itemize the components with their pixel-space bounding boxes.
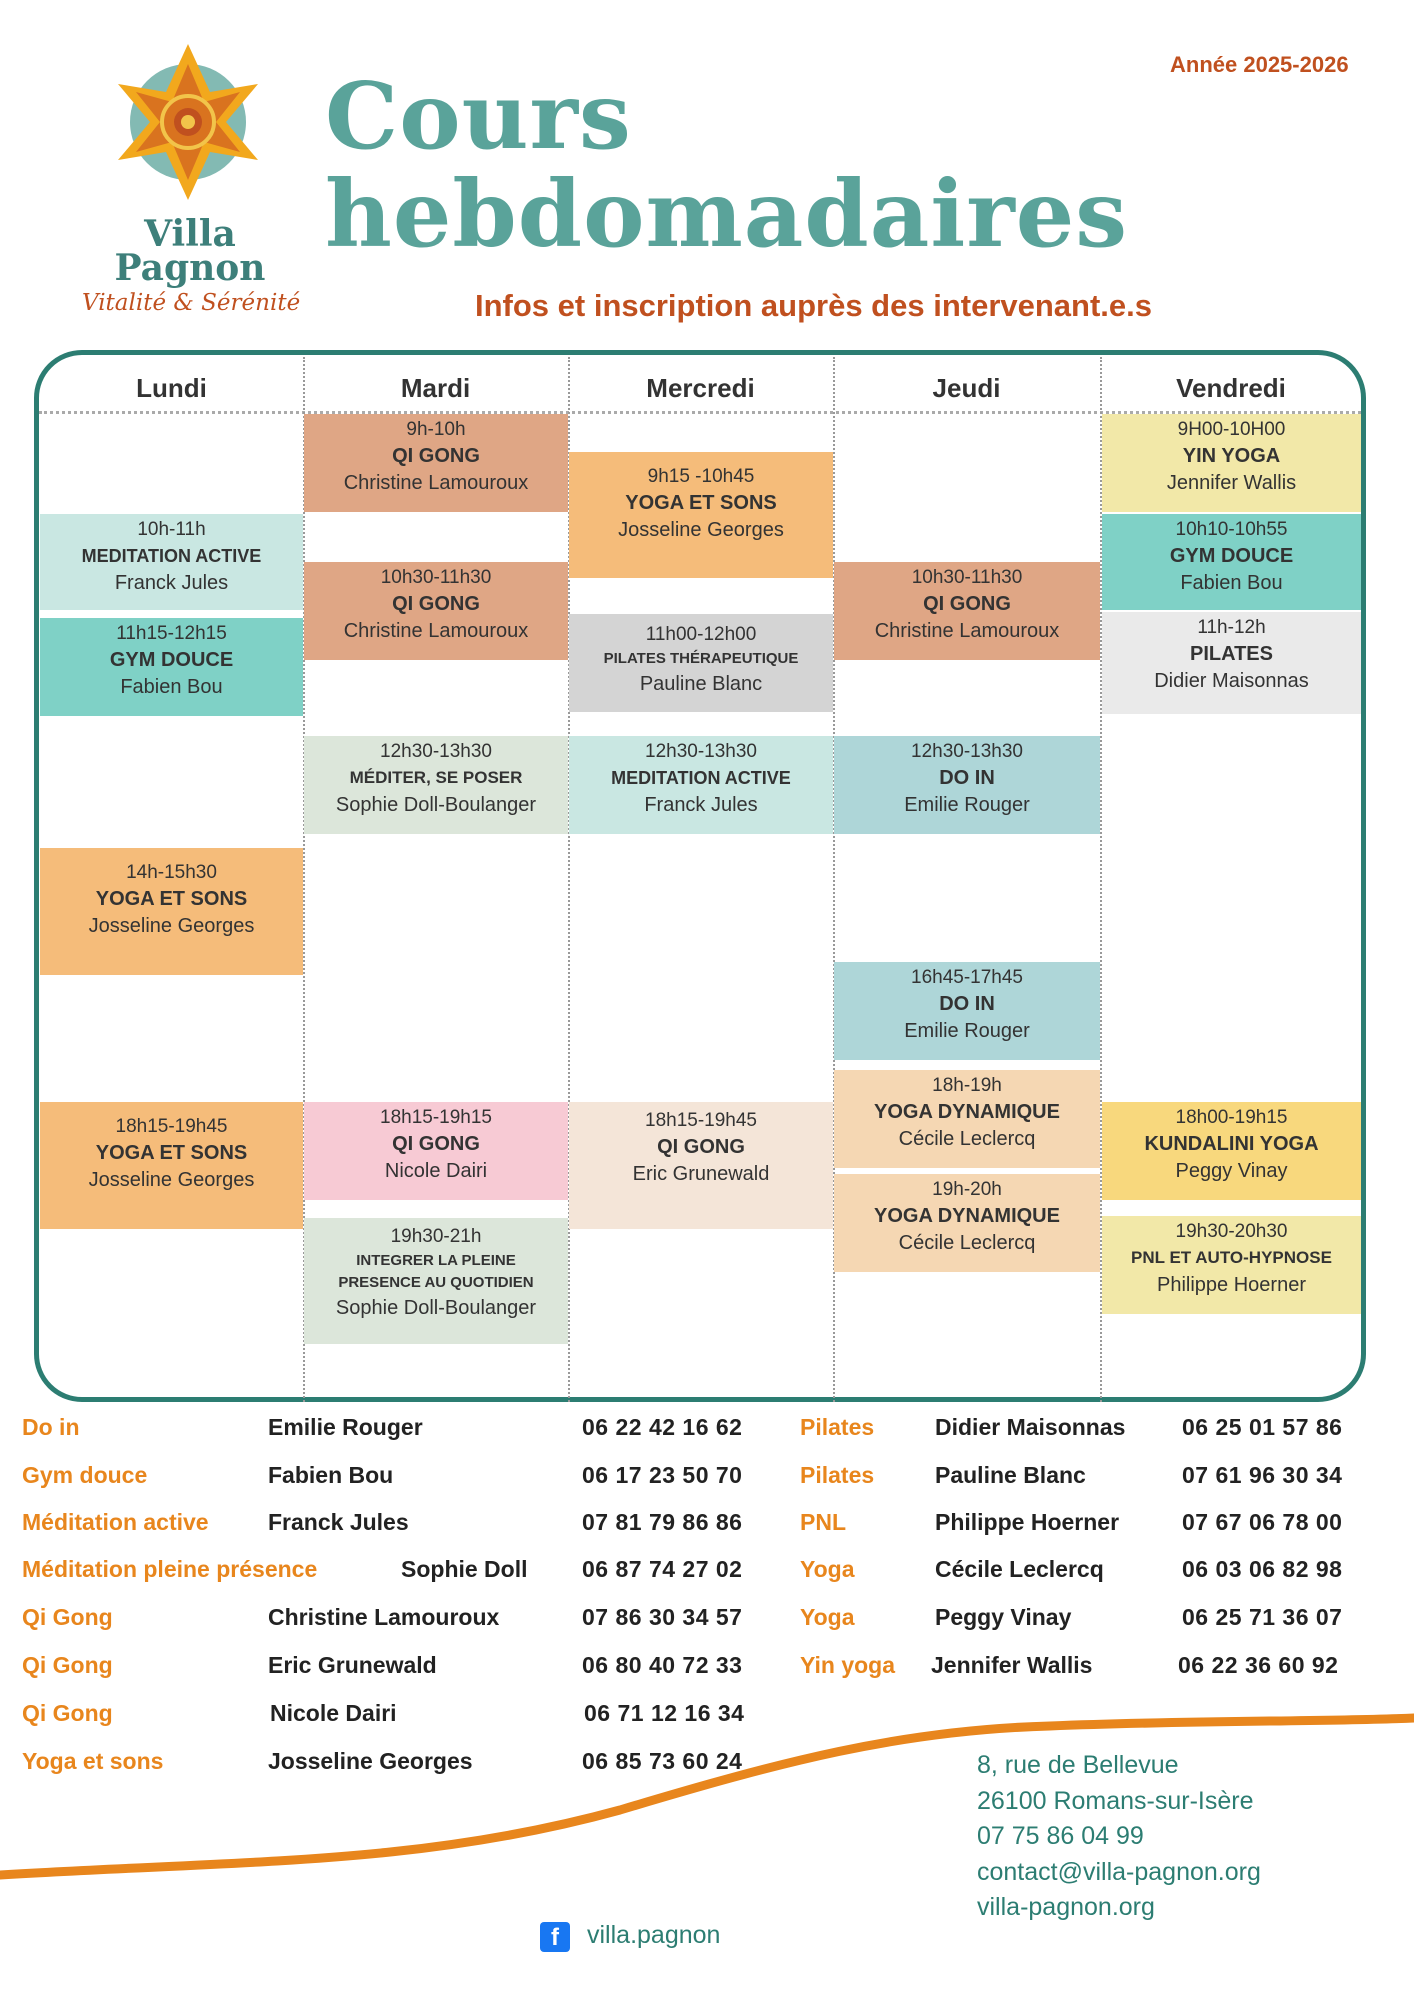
address-block <box>977 1748 1261 1926</box>
class-name: MEDITATION ACTIVE <box>81 546 262 566</box>
class-block[interactable] <box>834 962 1100 1060</box>
class-name: YOGA DYNAMIQUE <box>874 1101 1060 1123</box>
class-teacher: Eric Grunewald <box>632 1163 770 1185</box>
contact-activity: Yin yoga <box>800 1652 895 1678</box>
class-name: YOGA ET SONS <box>625 492 777 514</box>
class-time: 18h15-19h45 <box>115 1116 228 1137</box>
contact-activity: Qi Gong <box>22 1700 113 1726</box>
contact-phone[interactable]: 06 22 36 60 92 <box>1178 1652 1339 1678</box>
contact-name: Franck Jules <box>268 1509 409 1535</box>
contact-name: Emilie Rouger <box>268 1414 423 1440</box>
class-name: GYM DOUCE <box>109 649 234 671</box>
class-name: YOGA DYNAMIQUE <box>874 1205 1060 1227</box>
class-time: 12h30-13h30 <box>380 741 492 762</box>
class-time: 19h30-20h30 <box>1175 1221 1288 1242</box>
class-teacher: Josseline Georges <box>618 519 784 541</box>
contact-phone[interactable]: 07 81 79 86 86 <box>582 1509 743 1535</box>
class-teacher: Emilie Rouger <box>904 1020 1030 1042</box>
class-block[interactable] <box>1102 1102 1361 1200</box>
page-subtitle: Infos et inscription auprès des intervenant.e.s <box>475 288 1153 323</box>
class-time: 11h15-12h15 <box>116 623 227 644</box>
class-block[interactable] <box>304 1218 568 1344</box>
class-name: QI GONG <box>923 593 1011 615</box>
class-block[interactable] <box>569 1102 833 1229</box>
class-time: 9h-10h <box>406 419 466 440</box>
villa-pagnon-logo-icon <box>108 40 268 220</box>
class-teacher: Fabien Bou <box>120 676 223 698</box>
contact-phone[interactable]: 06 80 40 72 33 <box>582 1652 743 1678</box>
class-time: 19h30-21h <box>390 1226 482 1247</box>
class-teacher: Franck Jules <box>644 794 758 816</box>
page-title-line2: hebdomadaires <box>325 160 1129 268</box>
class-teacher: Pauline Blanc <box>639 673 763 695</box>
contact-activity: Gym douce <box>22 1462 148 1488</box>
class-name: PILATES <box>1190 643 1273 665</box>
class-time: 12h30-13h30 <box>645 741 757 762</box>
class-name: INTEGRER LA PLEINE <box>356 1252 516 1269</box>
class-time: 9h15 -10h45 <box>647 466 755 487</box>
class-name: YOGA ET SONS <box>95 888 248 910</box>
contact-name: Peggy Vinay <box>935 1604 1072 1630</box>
contact-activity: Yoga et sons <box>22 1748 164 1774</box>
class-block[interactable] <box>1102 414 1361 512</box>
class-name: GYM DOUCE <box>1169 545 1294 567</box>
class-teacher: Sophie Doll-Boulanger <box>335 794 537 816</box>
contact-activity: Yoga <box>800 1604 855 1630</box>
contact-phone[interactable]: 07 67 06 78 00 <box>1182 1509 1343 1535</box>
class-block[interactable] <box>834 562 1100 660</box>
contact-phone[interactable]: 06 71 12 16 34 <box>584 1700 745 1726</box>
class-teacher: Cécile Leclercq <box>898 1128 1036 1150</box>
contact-phone[interactable]: 06 25 71 36 07 <box>1182 1604 1343 1630</box>
contact-name: Philippe Hoerner <box>935 1509 1120 1535</box>
class-teacher: Philippe Hoerner <box>1157 1274 1306 1296</box>
class-teacher: Nicole Dairi <box>384 1160 488 1182</box>
class-name: QI GONG <box>392 1133 480 1155</box>
class-time: 10h10-10h55 <box>1175 519 1288 540</box>
address-street: 8, rue de Bellevue <box>977 1751 1179 1779</box>
class-teacher: Franck Jules <box>114 572 229 594</box>
class-name: PNL ET AUTO-HYPNOSE <box>1131 1248 1332 1267</box>
contact-phone[interactable]: 06 22 42 16 62 <box>582 1414 743 1440</box>
contact-phone[interactable]: 06 25 01 57 86 <box>1182 1414 1343 1440</box>
class-block[interactable] <box>304 1102 568 1200</box>
brand-name-line1: Villa <box>144 213 236 255</box>
class-teacher: Didier Maisonnas <box>1154 670 1309 692</box>
class-time: 10h30-11h30 <box>380 567 492 588</box>
class-teacher: Christine Lamouroux <box>874 620 1060 642</box>
class-teacher: Christine Lamouroux <box>343 472 529 494</box>
class-block[interactable] <box>1102 1216 1361 1314</box>
class-name-line2: PRESENCE AU QUOTIDIEN <box>338 1274 534 1291</box>
class-time: 19h-20h <box>932 1179 1002 1200</box>
contact-name: Nicole Dairi <box>270 1700 397 1726</box>
contact-phone[interactable]: 07 86 30 34 57 <box>582 1604 743 1630</box>
class-name: QI GONG <box>392 445 480 467</box>
class-time: 18h00-19h15 <box>1175 1107 1288 1128</box>
contact-name: Cécile Leclercq <box>935 1556 1104 1582</box>
class-block[interactable] <box>834 736 1100 834</box>
class-block[interactable] <box>40 1102 303 1229</box>
class-teacher: Sophie Doll-Boulanger <box>335 1297 537 1319</box>
class-block[interactable] <box>569 736 833 834</box>
class-teacher: Fabien Bou <box>1180 572 1283 594</box>
class-name: KUNDALINI YOGA <box>1144 1133 1319 1155</box>
class-name: YOGA ET SONS <box>95 1142 248 1164</box>
class-block[interactable] <box>40 848 303 975</box>
class-block[interactable] <box>1102 612 1361 714</box>
class-name: MEDITATION ACTIVE <box>611 768 791 788</box>
facebook-icon[interactable]: f <box>540 1922 570 1952</box>
class-teacher: Cécile Leclercq <box>898 1232 1036 1254</box>
class-teacher: Christine Lamouroux <box>343 620 529 642</box>
footer-phone[interactable]: 07 75 86 04 99 <box>977 1822 1144 1850</box>
class-name: QI GONG <box>657 1136 745 1158</box>
class-block[interactable] <box>40 514 303 610</box>
day-header-mardi: Mardi <box>400 373 471 403</box>
class-teacher: Josseline Georges <box>88 915 255 937</box>
class-name: QI GONG <box>392 593 480 615</box>
contact-phone[interactable]: 06 17 23 50 70 <box>582 1462 743 1488</box>
contact-name: Eric Grunewald <box>268 1652 437 1678</box>
day-header-lundi: Lundi <box>136 373 207 403</box>
contact-phone[interactable]: 06 03 06 82 98 <box>1182 1556 1343 1582</box>
class-time: 18h15-19h45 <box>645 1110 757 1131</box>
class-teacher: Emilie Rouger <box>904 794 1030 816</box>
contact-name: Pauline Blanc <box>935 1462 1086 1488</box>
day-header-mercredi: Mercredi <box>646 373 755 403</box>
class-block[interactable] <box>304 414 568 512</box>
contact-name: Christine Lamouroux <box>268 1604 500 1630</box>
class-name: PILATES THÉRAPEUTIQUE <box>603 650 799 667</box>
contact-activity: Méditation pleine présence <box>22 1556 318 1582</box>
page-title-line1: Cours <box>325 62 632 170</box>
facebook-link[interactable]: villa.pagnon <box>587 1921 721 1949</box>
class-time: 11h00-12h00 <box>645 624 757 645</box>
contact-activity: Pilates <box>800 1414 875 1440</box>
contact-phone[interactable]: 07 61 96 30 34 <box>1182 1462 1343 1488</box>
contact-activity: Qi Gong <box>22 1604 113 1630</box>
class-block[interactable] <box>304 736 568 834</box>
brand-tagline: Vitalité & Sérénité <box>82 290 301 316</box>
year-label: Année 2025-2026 <box>1170 52 1349 77</box>
contact-activity: Qi Gong <box>22 1652 113 1678</box>
address-city: 26100 Romans-sur-Isère <box>977 1786 1254 1815</box>
contact-name: Fabien Bou <box>268 1462 394 1488</box>
class-time: 11h-12h <box>1197 617 1266 638</box>
class-block[interactable] <box>834 1174 1100 1272</box>
contact-activity: PNL <box>800 1509 846 1535</box>
class-time: 14h-15h30 <box>126 862 217 883</box>
footer-website[interactable]: villa-pagnon.org <box>977 1893 1155 1921</box>
class-time: 18h-19h <box>932 1075 1002 1096</box>
class-time: 16h45-17h45 <box>911 967 1023 988</box>
class-teacher: Peggy Vinay <box>1175 1160 1288 1182</box>
contact-activity: Pilates <box>800 1462 875 1488</box>
class-time: 9H00-10H00 <box>1177 419 1286 440</box>
class-teacher: Josseline Georges <box>88 1169 255 1191</box>
contact-name: Sophie Doll <box>401 1556 528 1582</box>
contact-name: Jennifer Wallis <box>931 1652 1093 1678</box>
contact-phone[interactable]: 06 87 74 27 02 <box>582 1556 743 1582</box>
day-header-vendredi: Vendredi <box>1176 373 1286 403</box>
class-time: 12h30-13h30 <box>911 741 1023 762</box>
class-name: DO IN <box>939 767 995 789</box>
class-block[interactable] <box>40 618 303 716</box>
contact-activity: Do in <box>22 1414 80 1440</box>
contact-activity: Yoga <box>800 1556 855 1582</box>
class-block[interactable] <box>569 614 833 712</box>
class-time: 18h15-19h15 <box>380 1107 492 1128</box>
class-block[interactable] <box>834 1070 1100 1168</box>
class-block[interactable] <box>304 562 568 660</box>
class-teacher: Jennifer Wallis <box>1166 472 1297 494</box>
contact-phone[interactable]: 06 85 73 60 24 <box>582 1748 743 1774</box>
contact-activity: Méditation active <box>22 1509 209 1535</box>
class-time: 10h30-11h30 <box>911 567 1023 588</box>
class-name: DO IN <box>939 993 995 1015</box>
footer-email[interactable]: contact@villa-pagnon.org <box>977 1857 1261 1886</box>
class-name: YIN YOGA <box>1182 445 1281 467</box>
class-block[interactable] <box>1102 514 1361 610</box>
day-header-jeudi: Jeudi <box>932 373 1001 403</box>
class-time: 10h-11h <box>137 519 206 540</box>
brand-name-line2: Pagnon <box>114 247 266 289</box>
contact-name: Didier Maisonnas <box>935 1414 1126 1440</box>
class-block[interactable] <box>569 452 833 578</box>
contact-name: Josseline Georges <box>268 1748 473 1774</box>
class-name: MÉDITER, SE POSER <box>349 768 523 787</box>
